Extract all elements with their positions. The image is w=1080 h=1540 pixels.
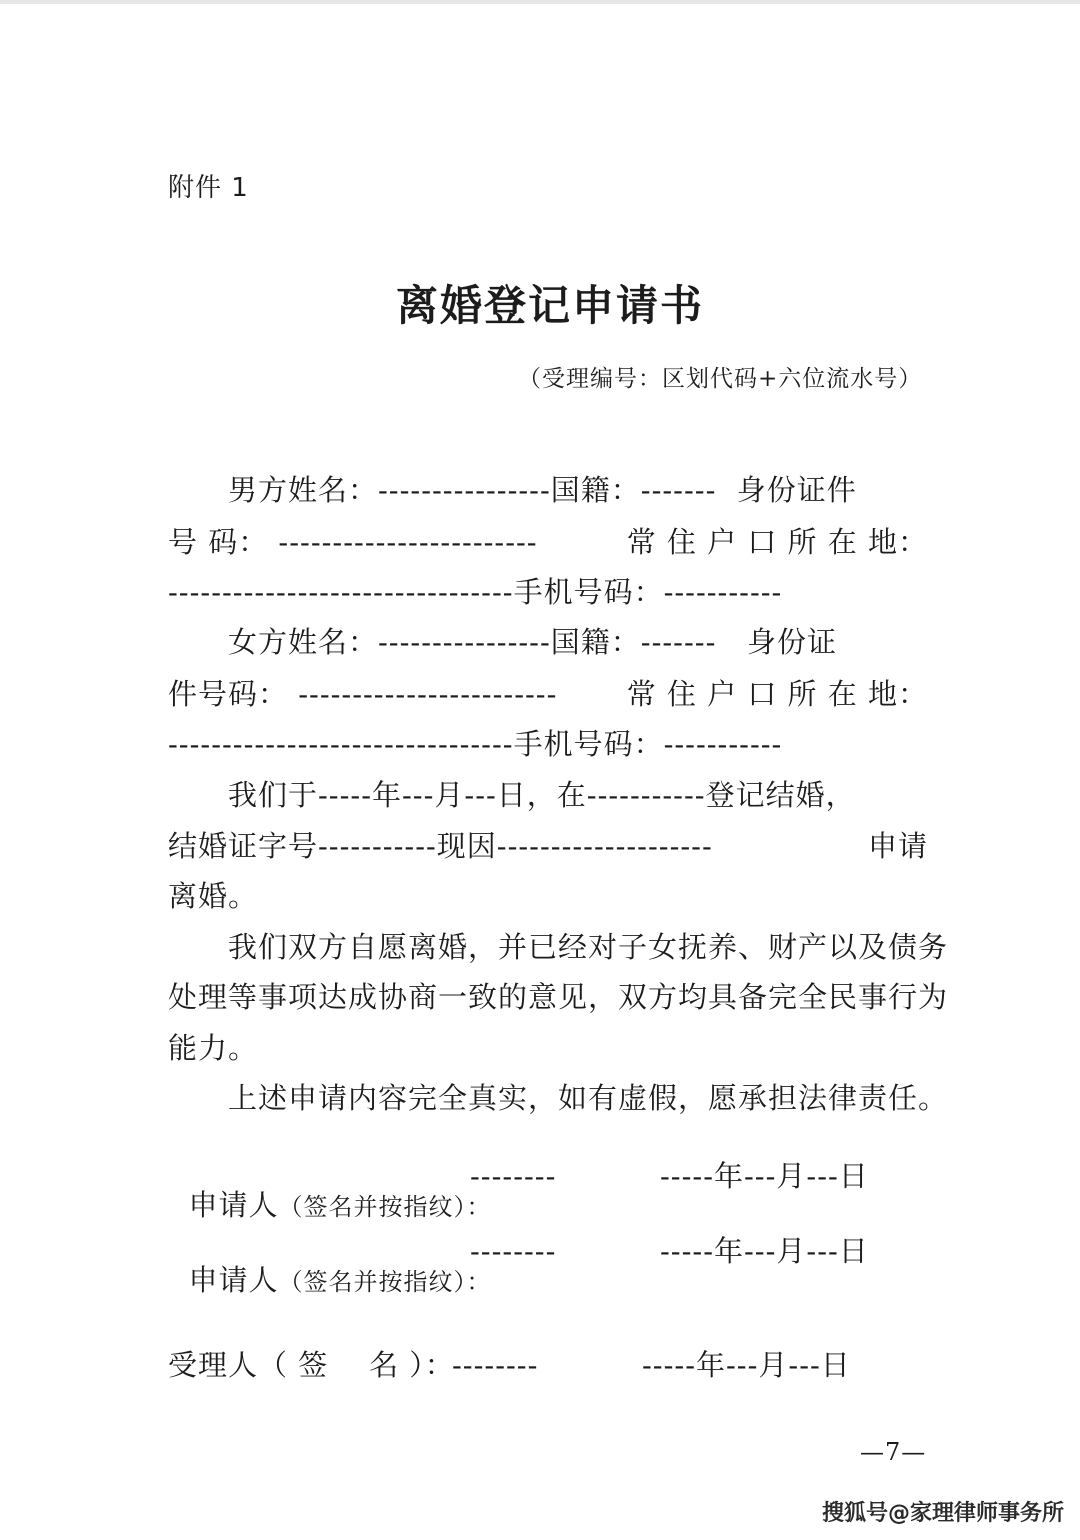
page-number: —7— (860, 1438, 927, 1466)
female-id-line (168, 677, 928, 711)
applicant-2-blank: -------- (470, 1234, 557, 1268)
divorce-text: 离婚。 (168, 879, 259, 913)
applicant-2-note: （签名并按指纹）： (278, 1268, 492, 1296)
female-residence-label: 常 住 户 口 所 在 地： (626, 677, 928, 711)
applicant-2-label: 申请人 (188, 1263, 279, 1297)
declaration-line: 上述申请内容完全真实，如有虚假，愿承担法律责任。 (228, 1081, 949, 1115)
source-watermark: 搜狐号@家理律师事务所 (822, 1501, 1065, 1526)
applicant-1-signature (168, 1162, 491, 1220)
marriage-cert-line (168, 829, 928, 863)
receiver-date: -----年---月---日 (642, 1348, 851, 1382)
marriage-date-line: 我们于-----年---月---日，在-----------登记结婚， (228, 778, 856, 812)
male-name-line: 男方姓名：----------------国籍：------- 身份证件 (228, 473, 857, 507)
applicant-1-date: -----年---月---日 (660, 1159, 869, 1193)
male-phone-line: --------------------------------手机号码：----------- (168, 575, 783, 609)
acceptance-number-note: （受理编号：区划代码+六位流水号） (518, 366, 923, 392)
apply-label: 申请 (867, 829, 928, 863)
statement-line-1: 我们双方自愿离婚，并已经对子女抚养、财产以及债务 (228, 930, 949, 964)
female-phone-line: --------------------------------手机号码：----------- (168, 727, 783, 761)
annex-label: 附件 1 (168, 173, 249, 203)
applicant-2-signature (168, 1237, 491, 1295)
receiver-label: 受理人（ 签 名 ）： (168, 1348, 455, 1382)
applicant-1-blank: -------- (470, 1159, 557, 1193)
applicant-2-date: -----年---月---日 (660, 1234, 869, 1268)
male-id-number: 号 码： ------------------------ (168, 525, 538, 559)
applicant-1-note: （签名并按指纹）： (278, 1193, 492, 1221)
document-title: 离婚登记申请书 (395, 281, 704, 330)
page-top-edge (0, 0, 1080, 4)
male-residence-label: 常 住 户 口 所 在 地： (626, 525, 928, 559)
female-id-number: 件号码： ------------------------ (168, 677, 558, 711)
male-id-line (168, 525, 928, 559)
female-name-line: 女方姓名：----------------国籍：------- 身份证 (228, 625, 838, 659)
statement-line-2: 处理等事项达成协商一致的意见，双方均具备完全民事行为 (168, 980, 949, 1014)
marriage-cert-number: 结婚证字号-----------现因-------------------- (168, 829, 713, 863)
receiver-blank: -------- (452, 1348, 539, 1382)
applicant-1-label: 申请人 (188, 1188, 279, 1222)
statement-line-3: 能力。 (168, 1031, 259, 1065)
